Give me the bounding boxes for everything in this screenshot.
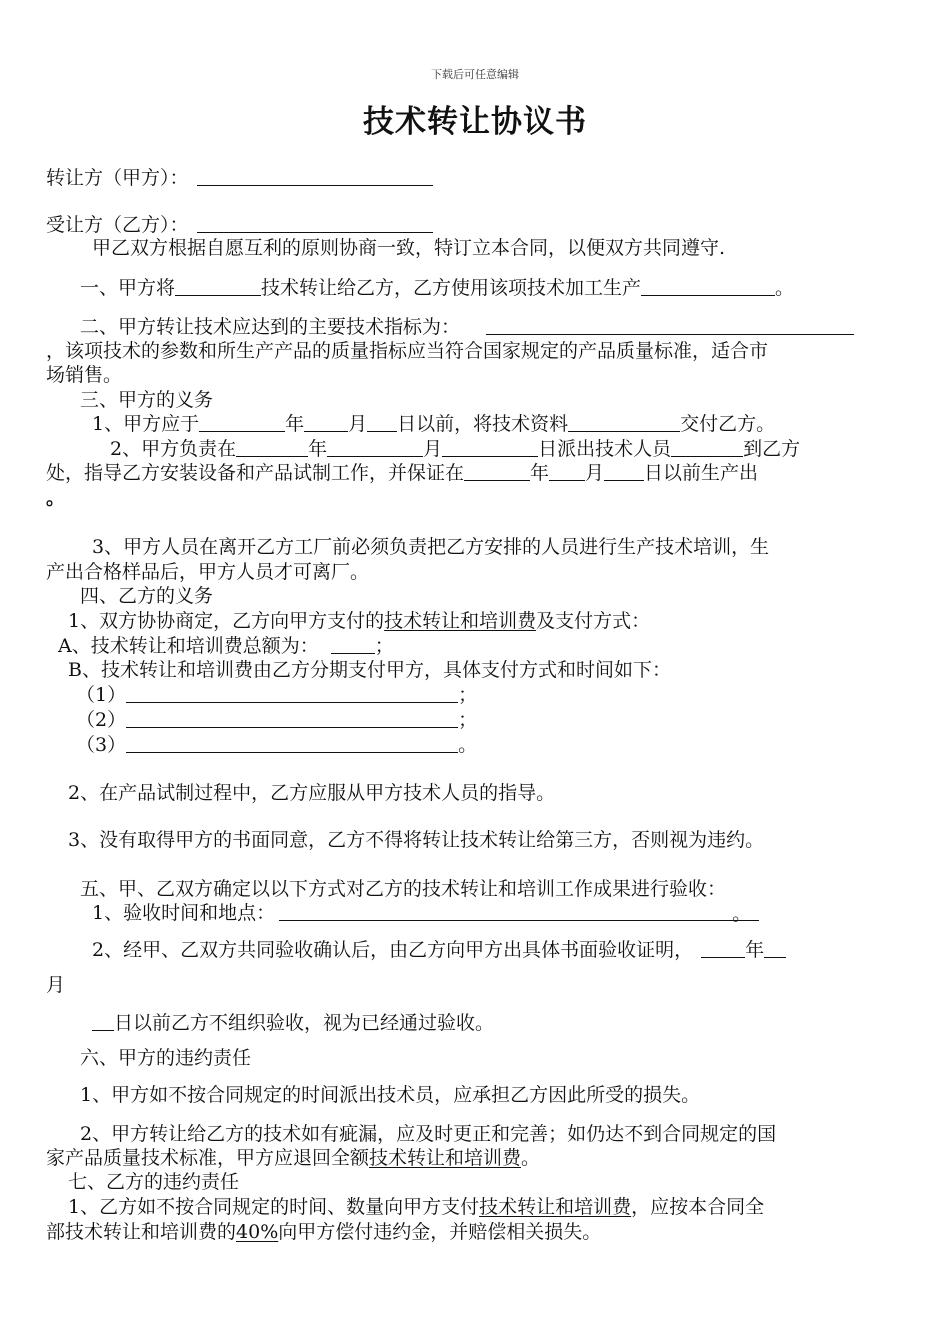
clause-3-item-3-line-2: 产出合格样品后，甲方人员才可离厂。 [46,561,370,583]
clause-2-text: 二、甲方转让技术应达到的主要技术指标为： [80,316,461,338]
underlined-term: 技术转让和培训费 [384,610,537,632]
text: 家产品质量技术标准，甲方应退回全额 [46,1147,370,1169]
text: 部技术转让和培训费的 [46,1221,237,1243]
blank [199,413,285,432]
blank [126,734,458,753]
underlined-term: 技术转让和培训费 [369,1147,522,1169]
clause-5-item-1 [92,901,759,925]
underlined-percent: 40% [236,1221,279,1243]
text: 日派出技术人员 [538,438,672,460]
clause-2-line-2: ，该项技术的参数和所生产产品的质量指标应当符合国家规定的产品质量标准，适合市 [46,340,769,362]
text: ； [374,635,394,657]
clause-7-item-1-line-2 [46,1220,601,1244]
clause-5-title: 五、甲、乙双方确定以以下方式对乙方的技术转让和培训工作成果进行验收： [80,878,727,900]
text: 交付乙方。 [680,413,776,435]
clause-7-title: 七、乙方的违约责任 [68,1171,240,1193]
text: 处，指导乙方安装设备和产品试制工作，并保证在 [46,462,465,484]
text: 日以前乙方不组织验收，视为已经通过验收。 [114,1012,495,1034]
installment-2 [76,708,477,732]
text: （1） [76,684,127,706]
installment-3 [76,733,477,757]
installment-1 [76,683,477,707]
text: A、技术转让和培训费总额为： [58,635,319,657]
text: 年 [745,939,765,961]
blank [764,939,786,958]
transferee-label: 受让方（乙方）： [46,214,189,236]
text: 日以前，将技术资料 [397,413,569,435]
blank [641,277,775,296]
text: 到乙方 [743,438,801,460]
clause-3-item-2-line-2 [46,461,758,485]
clause-2-title [80,315,854,339]
clause-5-item-2 [92,938,786,962]
text: （3） [76,734,127,756]
clause-4-item-3: 3、没有取得甲方的书面同意，乙方不得将转让技术转让给第三方，否则视为违约。 [68,829,765,851]
blank [464,462,530,481]
clause-7-item-1 [68,1195,764,1219]
text: 日以前生产出 [644,462,759,484]
clause-6-item-2-line-2 [46,1146,540,1170]
text: 年 [285,413,305,435]
text: 2、经甲、乙双方共同验收确认后，由乙方向甲方出具体书面验收证明， [92,939,694,961]
text: 月 [348,413,368,435]
blank [92,1012,114,1031]
clause-2-line-3: 场销售。 [46,364,123,386]
blank [327,438,423,457]
blank [331,635,375,654]
preamble: 甲乙双方根据自愿互利的原则协商一致，特订立本合同，以便双方共同遵守. [92,237,726,259]
text: 1、乙方如不按合同规定的时间、数量向甲方支付 [68,1196,480,1218]
text: ，应按本合同全 [631,1196,765,1218]
clause-6-item-1: 1、甲方如不按合同规定的时间派出技术员，应承担乙方因此所受的损失。 [80,1084,701,1106]
blank [367,413,397,432]
header-note: 下载后可任意编辑 [431,68,519,81]
text: 。 [732,903,752,925]
text: ； [458,684,478,706]
text: 。 [458,734,478,756]
clause-4-item-b: B、技术转让和培训费由乙方分期支付甲方，具体支付方式和时间如下： [68,659,671,681]
blank [236,438,308,457]
text: ； [458,709,478,731]
clause-3-item-1 [92,412,775,436]
text: 及支付方式： [536,610,651,632]
underlined-term: 技术转让和培训费 [479,1196,632,1218]
clause-1-text-a: 一、甲方将 [80,277,176,299]
blank [442,438,538,457]
transferor-label: 转让方（甲方）： [46,167,189,189]
clause-3-item-2 [110,437,800,461]
transferor-blank [197,167,433,186]
transferee-line [46,213,433,237]
text: 月 [585,462,605,484]
clause-1-text-c: 。 [775,277,795,299]
blank [568,413,680,432]
text: 1、双方协协商定，乙方向甲方支付的 [68,610,385,632]
text: 1、甲方应于 [92,413,200,435]
text: （2） [76,709,127,731]
blank [279,902,759,925]
text: 年 [308,438,328,460]
text: 向甲方偿付违约金，并赔偿相关损失。 [278,1221,602,1243]
blank [126,709,458,728]
clause-3-item-2-line-3: 。 [46,487,66,509]
blank [671,438,743,457]
clause-4-item-1 [68,609,650,633]
document-title: 技术转让协议书 [363,104,587,140]
text: 月 [423,438,443,460]
text: 年 [530,462,550,484]
clause-5-item-2-line-3 [92,1011,494,1035]
text: 1、验收时间和地点： [92,902,276,924]
blank [549,462,585,481]
clause-6-title: 六、甲方的违约责任 [80,1047,252,1069]
blank [486,316,854,335]
clause-3-item-3: 3、甲方人员在离开乙方工厂前必须负责把乙方安排的人员进行生产技术培训，生 [92,536,770,558]
clause-1-text-b: 技术转让给乙方，乙方使用该项技术加工生产 [261,277,642,299]
blank [304,413,348,432]
clause-4-item-a [58,634,394,658]
clause-6-item-2: 2、甲方转让给乙方的技术如有疵漏，应及时更正和完善；如仍达不到合同规定的国 [80,1123,777,1145]
clause-4-title: 四、乙方的义务 [80,585,214,607]
text: 。 [521,1147,541,1169]
clause-5-item-2-month: 月 [46,974,66,996]
blank [604,462,644,481]
clause-3-title: 三、甲方的义务 [80,389,214,411]
transferee-blank [197,214,433,233]
blank [701,939,745,958]
transferor-line [46,166,433,190]
blank [175,277,261,296]
clause-1 [80,276,794,300]
text: 2、甲方负责在 [110,438,237,460]
blank [126,684,458,703]
clause-4-item-2: 2、在产品试制过程中，乙方应服从甲方技术人员的指导。 [68,782,556,804]
